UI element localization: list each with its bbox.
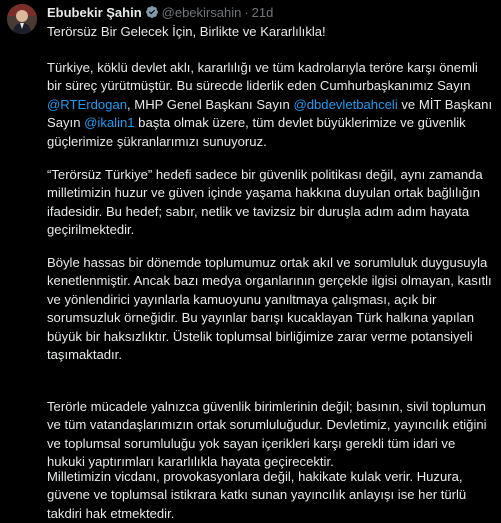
tweet-headline: Terörsüz Bir Gelecek İçin, Birlikte ve Kararlılıkla! (47, 24, 326, 39)
tweet-time[interactable]: 21d (251, 4, 274, 20)
author-name[interactable]: Ebubekir Şahin (47, 4, 142, 20)
mention-dbdevletbahceli[interactable]: @dbdevletbahceli (293, 96, 398, 112)
tweet-paragraph-conscience: Milletimizin vicdanı, provokasyonlara değil, hakikate kulak verir. Huzura, güvene ve toplumsal istikrara katkı sunan yayıncılık anlayışı ise her türlü takdiri hak etmektedir. (47, 469, 467, 521)
text-segment: ve MİT Başkanı Sayın (47, 96, 493, 131)
mention-rterdogan[interactable]: @RTErdogan (47, 96, 128, 112)
tweet-paragraph-goal: “Terörsüz Türkiye” hedefi sadece bir güvenlik politikası değil, aynı zamanda milletimizin huzur ve güven içinde yaşama hakkına duyulan ortak bağlılığın ifadesidir. Bu hedef; sabır, netlik ve tavizsiz bir duruşla adım adım hayata geçirilmektedir. (47, 167, 483, 238)
tweet-paragraph-responsibility: Terörle mücadele yalnızca güvenlik birimlerinin değil; basının, sivil toplumun ve tüm vatandaşlarımızın ortak sorumluluğudur. Devletimiz, yayıncılık etiğini ve toplumsal sorumluluğu yok sayan içerikleri karşı gerekli tüm idari ve hukuki yaptırımları kararlılıkla hayata geçirecektir. (47, 399, 487, 470)
avatar[interactable] (7, 4, 37, 34)
tweet-header (47, 4, 495, 20)
profile-photo-icon (7, 4, 37, 34)
text-segment: başta olmak üzere, tüm devlet büyüklerimize ve güvenlik güçlerimize şükranlarımızı sunuyoruz. (47, 115, 466, 149)
tweet-paragraph-media: Böyle hassas bir dönemde toplumumuz ortak akıl ve sorumluluk duygusuyla kenetlenmiştir. Ancak bazı medya organlarının gerçekle ilgisi olmayan, kasıtlı ve yönlendirici yayınlarla kamuoyunu yanıltmaya çalışması, açık bir sorumsuzluk örneğidir. Bu yayınlar barışı kucaklayan Türk halkına yapılan büyük bir haksızlıktır. Üstelik toplumsal birliğimize zarar verme potansiyeli taşımaktadır. (47, 255, 492, 363)
text-segment: , MHP Genel Başkanı Sayın (127, 96, 294, 112)
separator-dot: · (244, 4, 249, 20)
verified-badge-icon (145, 5, 159, 19)
tweet-paragraph-thanks (47, 59, 495, 151)
tweet-content (47, 4, 495, 521)
author-handle[interactable]: @ebekirsahin (161, 4, 242, 20)
text-segment: Türkiye, köklü devlet aklı, kararlılığı ve tüm kadrolarıyla teröre karşı önemli bir süreç yürütmüştür. Bu sürecde liderlik eden Cumhurbaşkanımız Sayın (47, 60, 478, 94)
mention-ikalin1[interactable]: @ikalin1 (84, 115, 135, 131)
